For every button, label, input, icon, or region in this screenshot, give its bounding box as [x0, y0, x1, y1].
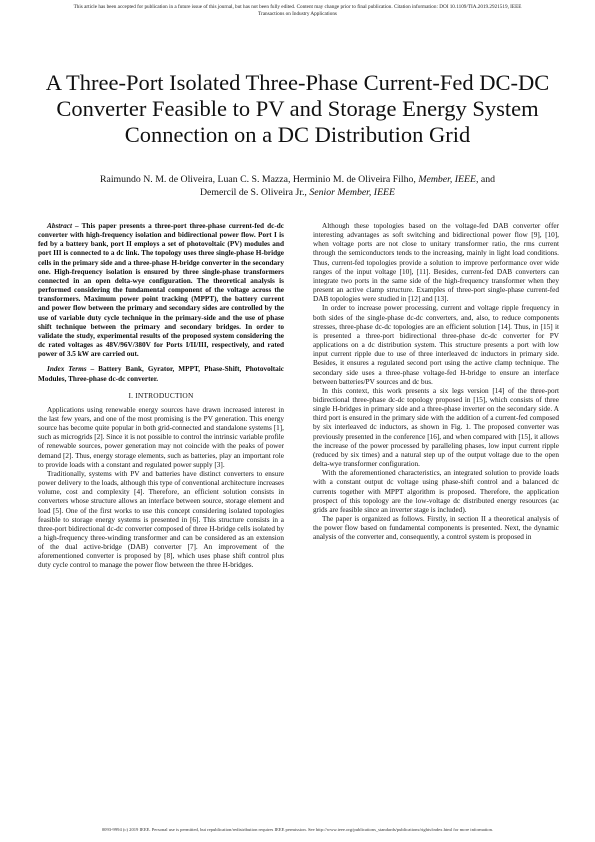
abstract-label: Abstract — [47, 222, 72, 230]
notice-line-2: Transactions on Industry Applications — [258, 11, 337, 17]
notice-line-1: This article has been accepted for publication in a future issue of this journal, but has not been fully edited. Content may change prior to final publication. Citation information: DOI 10.1109/TIA.2019.2921519, IEEE — [73, 4, 522, 10]
body-paragraph: The paper is organized as follows. Firstly, in section II a theoretical analysis of the power flow based on fundamental components is presented. Next, the dynamic analysis of the converter and, consequently, a control system is proposed in — [313, 515, 559, 542]
body-paragraph: In order to increase power processing, current and voltage ripple frequency in both sides of the single-phase dc-dc converters, and, also, to reduce components stresses, three-phase dc-dc topologies are an efficient solution [14]. Thus, in [15] it is presented a three-port bidirectional three-phase dc-dc converter for PV applications on a dc distribution system. This structure presents a port with low input current ripple due to use of three interleaved dc inductors in primary side. Besides, it ensures a regulated second port using the active clamp technique. The secondary side uses a three-phase voltage-fed H-bridge to ensure an interface between batteries/PV sources and dc bus. — [313, 304, 559, 386]
body-paragraph: Traditionally, systems with PV and batteries have distinct converters to ensure power delivery to the loads, although this type of conventional architecture increases volume, cost and complexity [4]. Therefore, an efficient solution consists in converters whose structure allows an interface between source, storage element and load [5]. One of the first works to use this concept considering isolated topologies feasible to storage energy systems is presented in [6]. This structure consists in a three-port bidirectional dc-dc converter composed of three H-bridge cells isolated by a high-frequency three-winding transformer and can be considered as an extension of the dual active-bridge (DAB) converter [7]. An improvement of the aforementioned converter is proposed by [8], which uses phase shift control plus duty cycle control to manage the power flow between the three H-bridges. — [38, 469, 285, 570]
body-paragraph: In this context, this work presents a six legs version [14] of the three-port bidirectional three-phase dc-dc topology proposed in [15], which consists of three single H-bridges in primary side and a three-phase inverter on the secondary side. A third port is ensured in the primary side with the addition of a current-fed composed by six interleaved dc inductors, as shown in Fig. 1. The proposed converter was previously presented in the conference [16], and when compared with [15], it allows the increase of the power processed by paralleling phases, low input current ripple (reduced by six times) and a natural step up of the output voltage due to the open delta-wye transformer configuration. — [313, 386, 559, 469]
body-paragraph: With the aforementioned characteristics, an integrated solution to provide loads with a constant output dc voltage using phase-shift control and a balanced dc currents together with MPPT algorithm is proposed. Therefore, the application prospect of this topology are the low-voltage dc distributed energy resources (ac grids are feasible since an inverter stage is included). — [313, 469, 559, 514]
authors-line-1: Raimundo N. M. de Oliveira, Luan C. S. Mazza, Herminio M. de Oliveira Filho, — [99, 174, 416, 185]
paper-title: A Three-Port Isolated Three-Phase Current-Fed DC-DC Converter Feasible to PV and Storage Energy System Connection on a DC Distribution Grid — [45, 70, 550, 147]
index-terms-text: – Battery Bank, Gyrator, MPPT, Phase-Shift, Photovoltaic Modules, Three-phase dc-dc converter. — [38, 365, 284, 383]
authors-and: , and — [475, 174, 496, 185]
authors-member-grade: Member, IEEE — [418, 174, 476, 185]
body-paragraph: Applications using renewable energy sources have drawn increased interest in the last few years, and one of the most promising is the PV generation. This energy source has become quite popular in both grid-connected and standalone systems [1], such as microgrids [2]. Since it is not possible to control the intrinsic variable profile of renewable sources, power generation may not coincide with the peaks of power demand [2]. Thus, energy storage elements, such as batteries, play an important role to provide loads with a constant and regulated power supply [3]. — [38, 405, 284, 469]
author-list — [48, 173, 547, 199]
index-terms-label: Index Terms — [47, 365, 87, 374]
abstract — [38, 222, 284, 359]
authors-senior-grade: Senior Member, IEEE — [309, 187, 396, 198]
body-paragraph: Although these topologies based on the voltage-fed DAB converter offer interesting advantages as soft switching and bidirectional power flow [9], [10], when voltage ports are not close to unitary transformer ratio, the rms current through the semiconductors tends to the increasing, mainly in light load conditions. Thus, current-fed topologies provide a solution to improve performance over wide ranges of the input voltage [10], [11]. Besides, current-fed DAB converters can integrate two ports in the same side of the high-frequency transformer when they present an active clamp structure. Examples of three-port single-phase current-fed DAB topologies were studied in [12] and [13]. — [313, 222, 559, 304]
abstract-text: – This paper presents a three-port three-phase current-fed dc-dc converter with high-frequency isolation and bidirectional power flow. Port I is fed by a battery bank, port II employs a set of photovoltaic (PV) modules and port III is connected to a dc link. The topology uses three single-phase H-bridge cells in the primary side and a three-phase H-bridge converter in the secondary one. High-frequency isolation is ensured by three single-phase transformers connected in an open delta-wye configuration. The theoretical analysis is performed considering the fundamental component of the voltage across the transformers. Maximum power point tracking (MPPT), the battery current and power flow between the primary and secondary sides are controlled by the use of variable duty cycle technique in the primary-side and the use of phase shift technique between the primary and secondary bridges. In order to validate the study, experimental results of the proposed system considering the dc rated voltages as 48V/96V/380V for Ports I/II/III, respectively, and rated power of 3.5 kW are carried out. — [38, 222, 284, 359]
right-column — [313, 222, 559, 542]
index-terms — [38, 365, 284, 383]
authors-line-2: Demercil de S. Oliveira Jr., — [199, 187, 307, 198]
copyright-footer: 0093-9994 (c) 2019 IEEE. Personal use is permitted, but republication/redistribution requires IEEE permission. See http://www.ieee.org/publications_standards/publications/rights/index.html for more information. — [101, 827, 494, 832]
left-column — [38, 222, 284, 571]
publication-notice — [24, 4, 571, 18]
section-heading-introduction: I. INTRODUCTION — [128, 390, 194, 400]
